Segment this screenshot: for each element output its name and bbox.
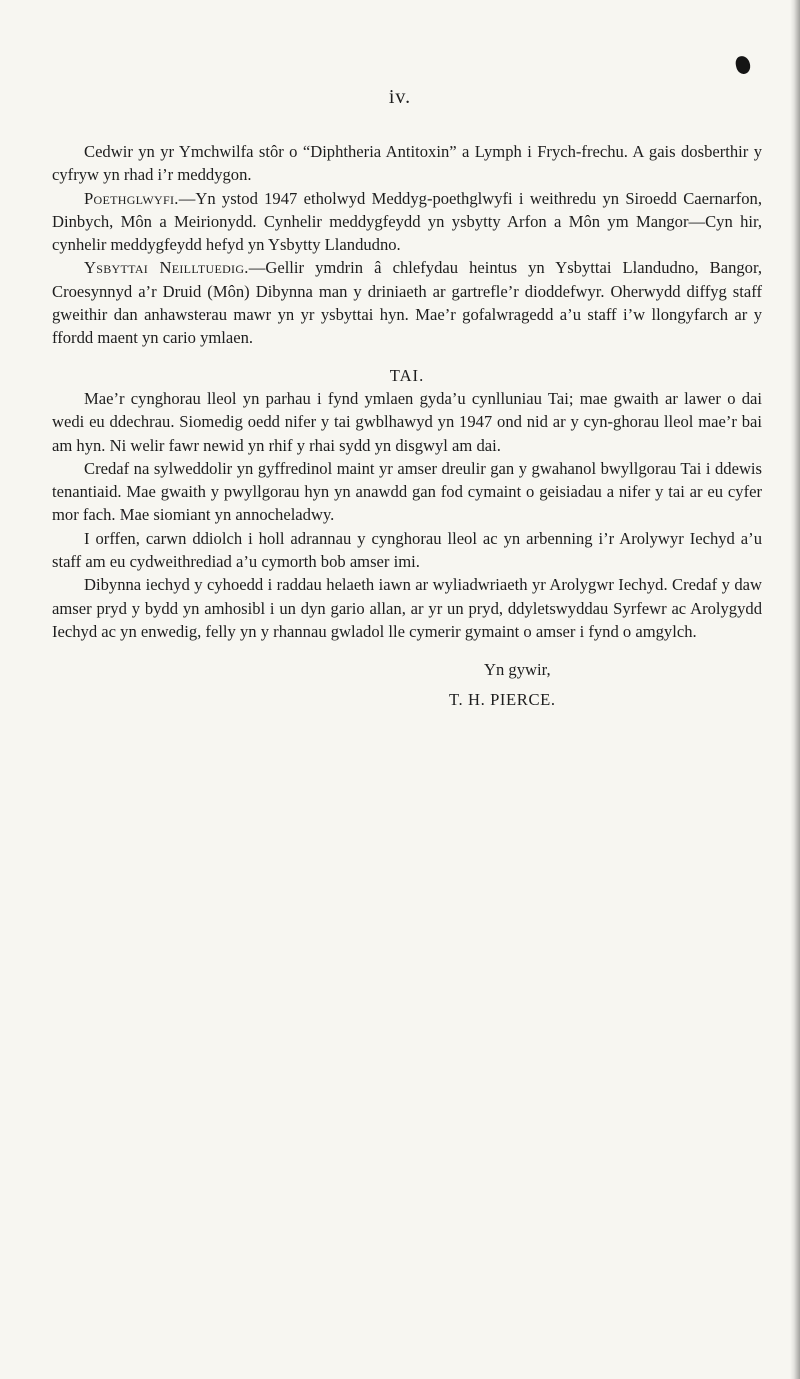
section-heading-tai: TAI. xyxy=(389,365,425,385)
paragraph-arolygwr: Dibynna iechyd y cyhoedd i raddau helaeth iawn ar wyliadwriaeth yr Arolygwr Iechyd. Credaf y daw amser pryd y bydd yn amhosibl i un dyn gario allan, ar yr un pryd, ddyletswyddau Syrfewr ac Arolygydd Iechyd ac yn enwedig, felly yn y rhannau gwladol lle cymerir gymaint o amser i fynd o amgylch. xyxy=(52,575,762,641)
paragraph-diolch: I orffen, carwn ddiolch i holl adrannau y cynghorau lleol ac yn arbenning i’r Arolywyr Iechyd a’u staff am eu cydweithrediad a’u cymorth bob amser imi. xyxy=(52,528,762,572)
paragraph-lead-poethglwyfi: Poethglwyfi. xyxy=(84,188,179,208)
paragraph-cynghorau: Mae’r cynghorau lleol yn parhau i fynd ymlaen gyda’u cynlluniau Tai; mae gwaith ar lawer o dai wedi eu ddechrau. Siomedig oedd nifer y tai gwblhawyd yn 1947 ond nid ar y cyn-ghorau lleol mae’r bai am hyn. Ni welir fawr newid yn rhif y rhai sydd yn disgwyl am dai. xyxy=(52,388,762,455)
closing-line: Yn gywir, xyxy=(484,660,551,679)
paragraph-ysbyttai xyxy=(52,256,762,349)
paragraph-poethglwyfi xyxy=(52,187,762,257)
paragraph-lead-ysbyttai: Ysbyttai Neilltuedig. xyxy=(84,258,249,278)
paragraph-body-poethglwyfi: —Yn ystod 1947 etholwyd Meddyg-poethglwyfi i weithredu yn Siroedd Caernarfon, Dinbych, Môn a Meirionydd. Cynhelir meddygfeydd yn ysbytty Arfon a Môn ym Mangor—Cyn hir, cynhelir meddygfeydd hefyd yn Ysbytty Llandudno. xyxy=(52,188,762,255)
paragraph-body-ysbyttai: —Gellir ymdrin â chlefydau heintus yn Ysbyttai Llandudno, Bangor, Croesynnyd a’r Druid (Môn) Dibynna man y driniaeth ar gartrefle’r dioddefwyr. Oherwydd diffyg staff gweithir dan anhawsterau mawr yn yr ysbyttai hyn. Mae’r gofalwragedd a’u staff i’w llongyfarch ar y ffordd maent yn cario ymlaen. xyxy=(52,258,762,348)
paragraph-pwyllgorau: Credaf na sylweddolir yn gyffredinol maint yr amser dreulir gan y gwahanol bwyllgorau Tai i ddewis tenantiaid. Mae gwaith y pwyllgorau hyn yn anawdd gan fod cymaint o geisiadau a nifer y tai ar eu cyfer mor fach. Mae siomiant yn annocheladwy. xyxy=(52,458,762,525)
body-text xyxy=(52,140,762,643)
page-edge-shadow xyxy=(790,0,800,1379)
paragraph-ymchwilfa: Cedwir yn yr Ymchwilfa stôr o “Diphtheria Antitoxin” a Lymph i Frych-frechu. A gais dosberthir y cyfryw yn rhad i’r meddygon. xyxy=(52,142,762,185)
page-number: iv. xyxy=(388,86,412,108)
ink-blot-mark xyxy=(734,55,751,76)
signature-name: T. H. PIERCE. xyxy=(449,690,556,709)
